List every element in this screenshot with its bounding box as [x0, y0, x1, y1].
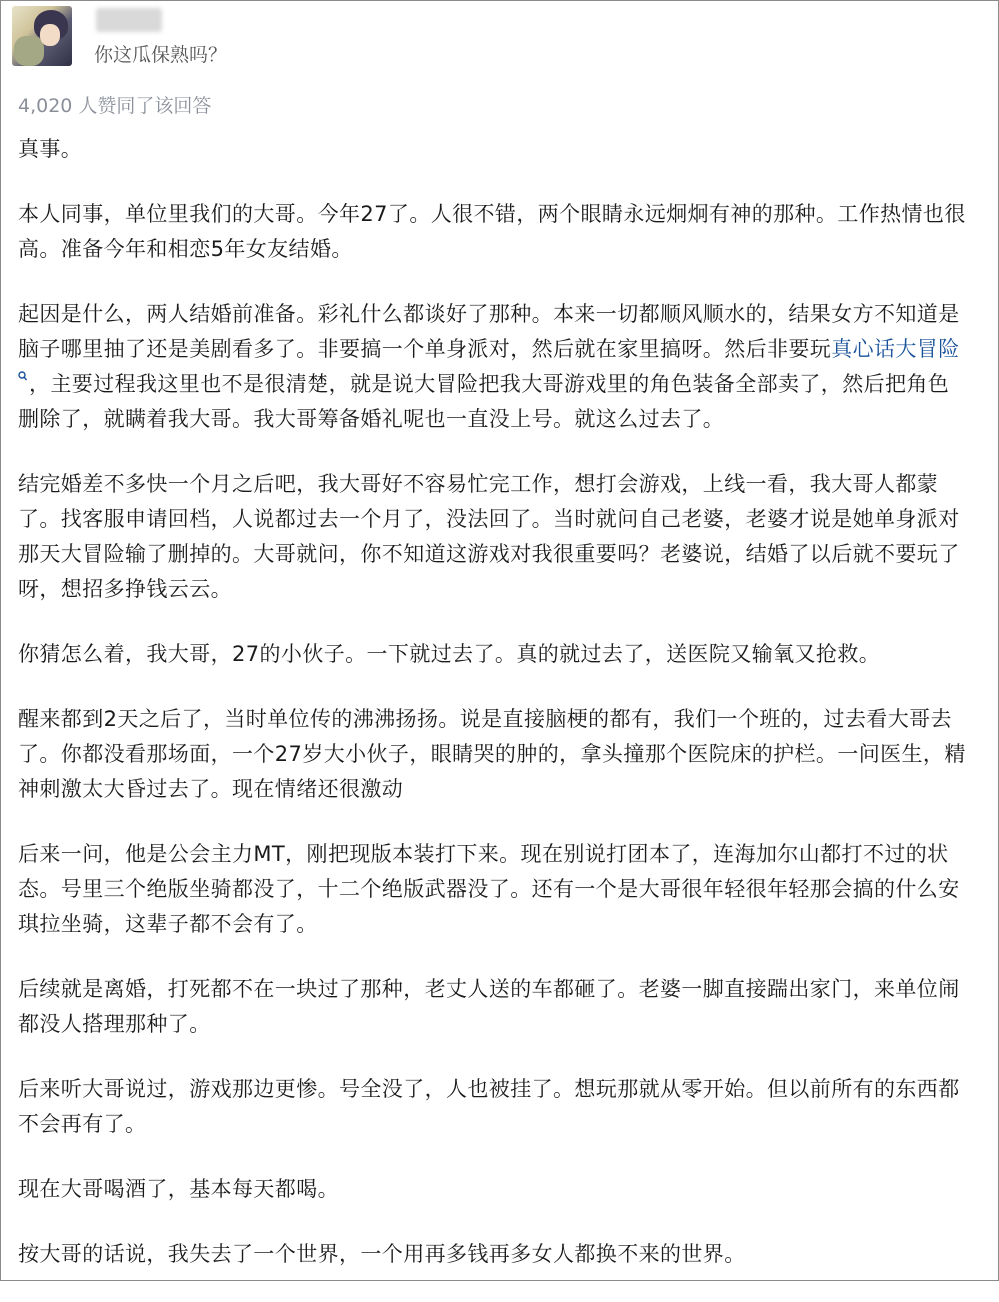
- paragraph-2: 本人同事，单位里我们的大哥。今年27了。人很不错，两个眼睛永远炯炯有神的那种。工作热情也很高。准备今年和相恋5年女友结婚。: [18, 202, 966, 261]
- paragraph-4: 结完婚差不多快一个月之后吧，我大哥好不容易忙完工作，想打会游戏，上线一看，我大哥人都蒙了。找客服申请回档，人说都过去一个月了，没法回了。当时就问自己老婆，老婆才说是她单身派对那天大冒险输了删掉的。大哥就问，你不知道这游戏对我很重要吗？老婆说，结婚了以后就不要玩了呀，想招多挣钱云云。: [18, 472, 960, 601]
- answer-body: [18, 132, 968, 1302]
- question-title[interactable]: 你这瓜保熟吗？: [94, 44, 228, 66]
- paragraph-10: 现在大哥喝酒了，基本每天都喝。: [18, 1177, 339, 1201]
- paragraph-1: 真事。: [18, 137, 83, 161]
- answer-header: [12, 4, 912, 68]
- paragraph-6: 醒来都到2天之后了，当时单位传的沸沸扬扬。说是直接脑梗的都有，我们一个班的，过去看大哥去了。你都没看那场面，一个27岁大小伙子，眼睛哭的肿的，拿头撞那个医院床的护栏。一问医生，精神刺激太大昏过去了。现在情绪还很激动: [18, 707, 966, 801]
- paragraph-7: 后来一问，他是公会主力MT，刚把现版本装打下来。现在别说打团本了，连海加尔山都打不过的状态。号里三个绝版坐骑都没了，十二个绝版武器没了。还有一个是大哥很年轻很年轻那会搞的什么安琪拉坐骑，这辈子都不会有了。: [18, 842, 960, 936]
- paragraph-3: [18, 297, 968, 437]
- paragraph-11: 按大哥的话说，我失去了一个世界，一个用再多钱再多女人都换不来的世界。: [18, 1242, 746, 1266]
- username-blurred[interactable]: [96, 8, 162, 32]
- paragraph-3-after: ，主要过程我这里也不是很清楚，就是说大冒险把我大哥游戏里的角色装备全部卖了，然后把角色删除了，就瞒着我大哥。我大哥筹备婚礼呢也一直没上号。就这么过去了。: [18, 372, 950, 431]
- paragraph-3-before: 起因是什么，两人结婚前准备。彩礼什么都谈好了那种。本来一切都顺风顺水的，结果女方不知道是脑子哪里抽了还是美剧看多了。非要搞一个单身派对，然后就在家里搞呀。然后非要玩: [18, 302, 960, 361]
- keyword-link-text[interactable]: 真心话大冒险: [831, 337, 960, 361]
- search-icon: [18, 371, 27, 383]
- upvote-count: 4,020 人赞同了该回答: [18, 95, 212, 117]
- avatar[interactable]: [12, 6, 72, 66]
- paragraph-8: 后续就是离婚，打死都不在一块过了那种，老丈人送的车都砸了。老婆一脚直接踹出家门，来单位闹都没人搭理那种了。: [18, 977, 960, 1036]
- paragraph-5: 你猜怎么着，我大哥，27的小伙子。一下就过去了。真的就过去了，送医院又输氧又抢救。: [18, 642, 881, 666]
- paragraph-9: 后来听大哥说过，游戏那边更惨。号全没了，人也被挂了。想玩那就从零开始。但以前所有的东西都不会再有了。: [18, 1077, 960, 1136]
